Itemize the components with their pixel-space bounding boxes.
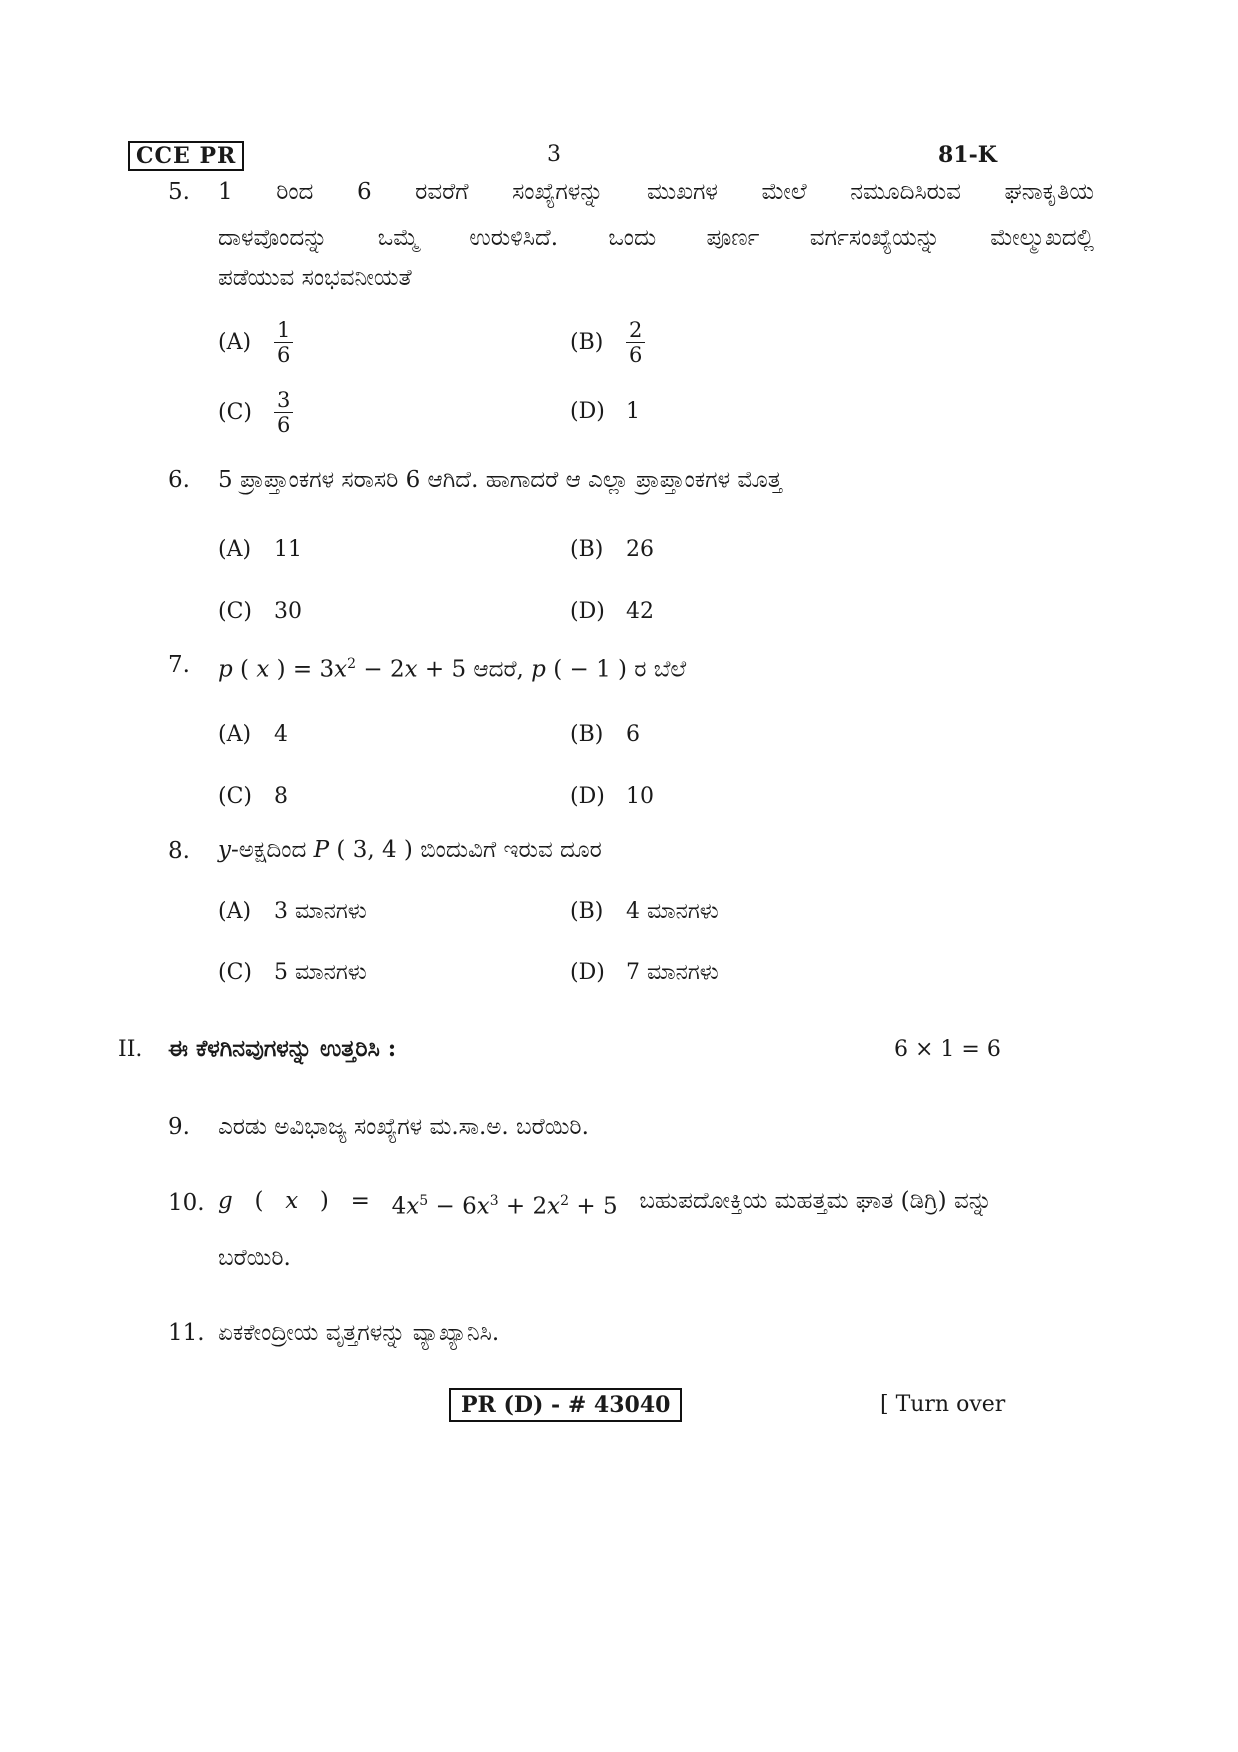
question-number: 11.	[168, 1320, 205, 1346]
option-value: 4	[274, 722, 288, 747]
question-text: ಎರಡು ಅವಿಭಾಜ್ಯ ಸಂಖ್ಯೆಗಳ ಮ.ಸಾ.ಅ. ಬರೆಯಿರಿ.	[218, 1114, 589, 1140]
question-text-line: ಪಡೆಯುವ ಸಂಭವನೀಯತೆ	[218, 265, 412, 291]
option-label: (B)	[570, 330, 604, 355]
question-number: 5.	[168, 179, 190, 205]
question-number: 7.	[168, 652, 190, 678]
option-c[interactable]	[218, 784, 288, 809]
question-text: ಏಕಕೇಂದ್ರೀಯ ವೃತ್ತಗಳನ್ನು ವ್ಯಾಖ್ಯಾನಿಸಿ.	[218, 1320, 500, 1346]
option-value: 10	[626, 784, 654, 809]
option-value: 26	[626, 537, 654, 562]
option-label: (D)	[570, 399, 605, 424]
option-value: 30	[274, 599, 302, 624]
option-label: (C)	[218, 784, 252, 809]
option-label: (A)	[218, 330, 252, 355]
option-label: (A)	[218, 899, 252, 924]
option-b[interactable]	[570, 899, 719, 924]
option-label: (C)	[218, 960, 252, 985]
question-number: 6.	[168, 467, 190, 493]
question-text: g ( x ) = $4x^5 - 6x^3 + 2x^2 + 5$ ಬಹುಪದೋಕ್ತಿಯ ಮಹತ್ತಮ ಘಾತ (ಡಿಗ್ರಿ) ವನ್ನು	[218, 1188, 992, 1220]
option-label: (A)	[218, 722, 252, 747]
option-label: (B)	[570, 722, 604, 747]
option-c[interactable]	[218, 388, 293, 437]
option-label: (D)	[570, 599, 605, 624]
option-label: (D)	[570, 960, 605, 985]
option-d[interactable]	[570, 784, 654, 809]
option-d[interactable]	[570, 960, 719, 985]
option-b[interactable]	[570, 722, 640, 747]
option-b[interactable]	[570, 318, 645, 367]
option-b[interactable]	[570, 537, 654, 562]
question-number: 9.	[168, 1114, 190, 1140]
question-number: 8.	[168, 838, 190, 864]
question-text: y-ಅಕ್ಷದಿಂದ P ( 3, 4 ) ಬಿಂದುವಿಗೆ ಇರುವ ದೂರ	[218, 837, 602, 863]
option-value: 7 ಮಾನಗಳು	[626, 960, 719, 985]
fraction: $\frac{1}{6}$	[274, 318, 293, 367]
question-text: p ( x ) = $3x^2 - 2x + 5$ ಆದರೆ, p ( − 1 ) ರ ಬೆಲೆ	[218, 656, 687, 683]
section-marks: 6 × 1 = 6	[894, 1037, 1001, 1062]
page-number: 3	[547, 142, 561, 167]
option-a[interactable]	[218, 899, 367, 924]
option-label: (C)	[218, 400, 252, 425]
paper-code-box: CCE PR	[128, 141, 244, 171]
option-a[interactable]	[218, 722, 288, 747]
turn-over-note: [ Turn over	[880, 1392, 1006, 1417]
option-value: 11	[274, 537, 302, 562]
option-value: 8	[274, 784, 288, 809]
option-label: (B)	[570, 899, 604, 924]
option-a[interactable]	[218, 537, 302, 562]
question-text: 5 ಪ್ರಾಪ್ತಾಂಕಗಳ ಸರಾಸರಿ 6 ಆಗಿದೆ. ಹಾಗಾದರೆ ಆ ಎಲ್ಲಾ ಪ್ರಾಪ್ತಾಂಕಗಳ ಮೊತ್ತ	[218, 467, 782, 493]
option-c[interactable]	[218, 599, 302, 624]
option-label: (A)	[218, 537, 252, 562]
question-text-line: ದಾಳವೊಂದನ್ನು ಒಮ್ಮೆ ಉರುಳಿಸಿದೆ. ಒಂದು ಪೂರ್ಣ ವರ್ಗಸಂಖ್ಯೆಯನ್ನು ಮೇಲ್ಮುಖದಲ್ಲಿ	[218, 225, 1094, 251]
option-value: 6	[626, 722, 640, 747]
option-a[interactable]	[218, 318, 293, 367]
option-value: 5 ಮಾನಗಳು	[274, 960, 367, 985]
question-text-line: 1 ರಿಂದ 6 ರವರೆಗೆ ಸಂಖ್ಯೆಗಳನ್ನು ಮುಖಗಳ ಮೇಲೆ ನಮೂದಿಸಿರುವ ಘನಾಕೃತಿಯ	[218, 179, 1094, 205]
option-value: 3 ಮಾನಗಳು	[274, 899, 367, 924]
option-d[interactable]	[570, 399, 640, 424]
question-text-line: ಬರೆಯಿರಿ.	[218, 1245, 291, 1271]
fraction: $\frac{3}{6}$	[274, 388, 293, 437]
subject-code: 81-K	[938, 142, 997, 168]
option-value: 1	[626, 399, 640, 424]
section-title: ಈ ಕೆಳಗಿನವುಗಳನ್ನು ಉತ್ತರಿಸಿ :	[168, 1035, 397, 1062]
option-value: 4 ಮಾನಗಳು	[626, 899, 719, 924]
footer-code-box: PR (D) - # 43040	[449, 1388, 682, 1422]
section-number: II.	[118, 1037, 143, 1062]
option-value: 42	[626, 599, 654, 624]
question-number: 10.	[168, 1190, 205, 1216]
option-d[interactable]	[570, 599, 654, 624]
option-label: (B)	[570, 537, 604, 562]
option-label: (C)	[218, 599, 252, 624]
fraction: $\frac{2}{6}$	[626, 318, 645, 367]
option-c[interactable]	[218, 960, 367, 985]
option-label: (D)	[570, 784, 605, 809]
